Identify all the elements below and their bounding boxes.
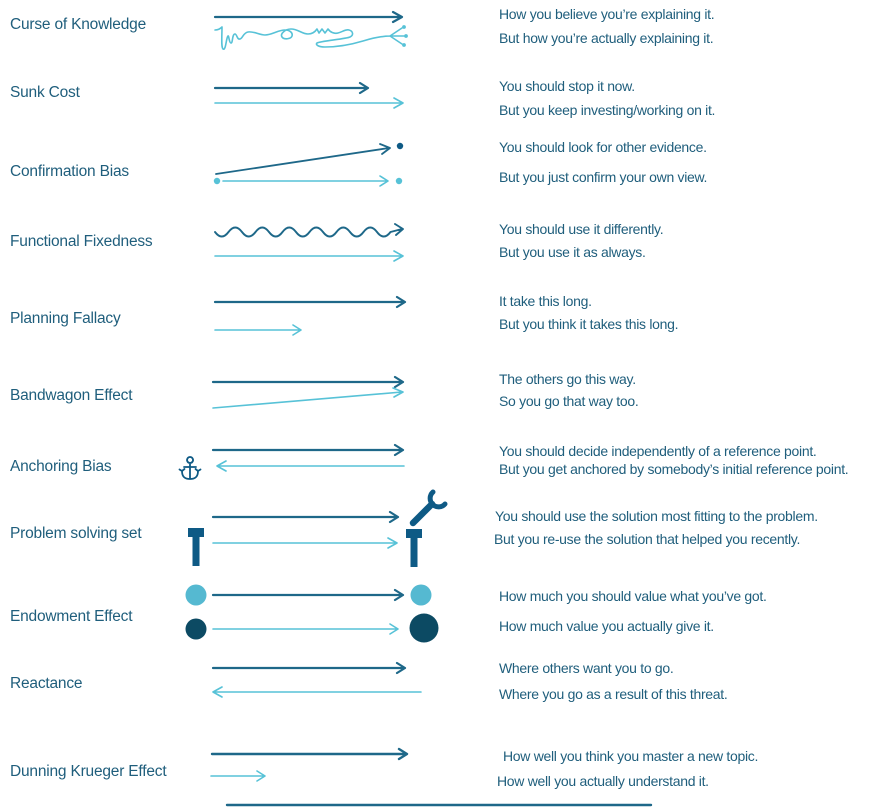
endowment-actual-arrow xyxy=(213,624,398,634)
desc-confirmation-actual: But you just confirm your own view. xyxy=(499,169,708,185)
desc-confirmation-ideal: You should look for other evidence. xyxy=(499,139,707,155)
desc-curse-ideal: How you believe you’re explaining it. xyxy=(499,6,715,22)
desc-problemset-ideal: You should use the solution most fitting to the problem. xyxy=(495,508,818,524)
desc-anchoring-actual: But you get anchored by somebody’s initial reference point. xyxy=(499,461,849,477)
bias-label-reactance: Reactance xyxy=(10,675,83,692)
desc-dunning-think: How well you think you master a new topic. xyxy=(503,748,759,764)
desc-planning-actual: But you think it takes this long. xyxy=(499,316,679,332)
desc-fixedness-ideal: You should use it differently. xyxy=(499,221,664,237)
desc-reactance-others: Where others want you to go. xyxy=(499,660,674,676)
hammer-icon-right xyxy=(406,529,422,567)
wrench-icon-handle xyxy=(413,504,432,523)
fixedness-ideal-wave xyxy=(215,224,403,237)
anchoring-actual-arrow xyxy=(217,461,404,471)
desc-endowment-actual: How much value you actually give it. xyxy=(499,618,714,634)
anchoring-ideal-arrow xyxy=(213,445,403,455)
endowment-actual-start-dot xyxy=(186,619,207,640)
endowment-ideal-start-dot xyxy=(186,585,207,606)
bias-label-bandwagon-effect: Bandwagon Effect xyxy=(10,387,133,404)
desc-endowment-ideal: How much you should value what you’ve got. xyxy=(499,588,767,604)
desc-planning-ideal: It take this long. xyxy=(499,293,592,309)
bias-label-functional-fixedness: Functional Fixedness xyxy=(10,233,153,250)
bias-label-planning-fallacy: Planning Fallacy xyxy=(10,310,121,327)
squiggle-dot-bottom xyxy=(402,43,406,47)
squiggle-dot-mid xyxy=(404,34,408,38)
desc-sunkcost-actual: But you keep investing/working on it. xyxy=(499,102,716,118)
confirmation-ideal-dot xyxy=(397,143,403,149)
bandwagon-others-arrow xyxy=(213,377,403,387)
confirmation-ideal-arrow xyxy=(216,144,390,174)
desc-bandwagon-you: So you go that way too. xyxy=(499,393,639,409)
bias-label-dunning-krueger: Dunning Krueger Effect xyxy=(10,763,167,780)
curse-ideal-arrow xyxy=(215,12,402,22)
sunkcost-actual-arrow xyxy=(215,98,403,108)
desc-dunning-actual: How well you actually understand it. xyxy=(497,773,709,789)
planning-actual-arrow xyxy=(215,325,301,335)
endowment-ideal-end-dot xyxy=(411,585,432,606)
desc-reactance-you: Where you go as a result of this threat. xyxy=(499,686,728,702)
bias-label-anchoring-bias: Anchoring Bias xyxy=(10,458,112,475)
dunning-actual-arrow xyxy=(211,771,265,781)
dunning-think-arrow xyxy=(212,749,407,759)
curse-actual-squiggle xyxy=(215,27,404,49)
desc-anchoring-ideal: You should decide independently of a reference point. xyxy=(499,443,817,459)
bias-label-problem-solving-set: Problem solving set xyxy=(10,525,142,542)
bias-label-endowment-effect: Endowment Effect xyxy=(10,608,133,625)
reactance-others-arrow xyxy=(213,663,405,673)
bias-label-confirmation-bias: Confirmation Bias xyxy=(10,163,129,180)
desc-sunkcost-ideal: You should stop it now. xyxy=(499,78,635,94)
endowment-ideal-arrow xyxy=(213,590,403,600)
endowment-actual-end-dot xyxy=(410,614,439,643)
bias-label-curse-of-knowledge: Curse of Knowledge xyxy=(10,16,146,33)
bandwagon-you-arrow xyxy=(213,388,403,408)
desc-curse-actual: But how you’re actually explaining it. xyxy=(499,30,714,46)
desc-problemset-actual: But you re-use the solution that helped you recently. xyxy=(494,531,801,547)
hammer-icon-left xyxy=(188,528,204,566)
confirmation-start-dot xyxy=(214,178,220,184)
squiggle-dot-top xyxy=(402,25,406,29)
sunkcost-ideal-arrow xyxy=(215,83,368,93)
fixedness-actual-arrow xyxy=(215,251,403,261)
bias-label-sunk-cost: Sunk Cost xyxy=(10,84,80,101)
problemset-actual-arrow xyxy=(213,538,397,548)
confirmation-actual-arrow xyxy=(223,176,388,186)
problemset-ideal-arrow xyxy=(213,512,398,522)
confirmation-actual-dot xyxy=(396,178,402,184)
planning-ideal-arrow xyxy=(215,297,405,307)
wrench-icon-head xyxy=(430,492,445,507)
desc-fixedness-actual: But you use it as always. xyxy=(499,244,646,260)
reactance-you-arrow xyxy=(213,687,421,697)
desc-bandwagon-others: The others go this way. xyxy=(499,371,636,387)
anchor-icon xyxy=(180,457,201,479)
